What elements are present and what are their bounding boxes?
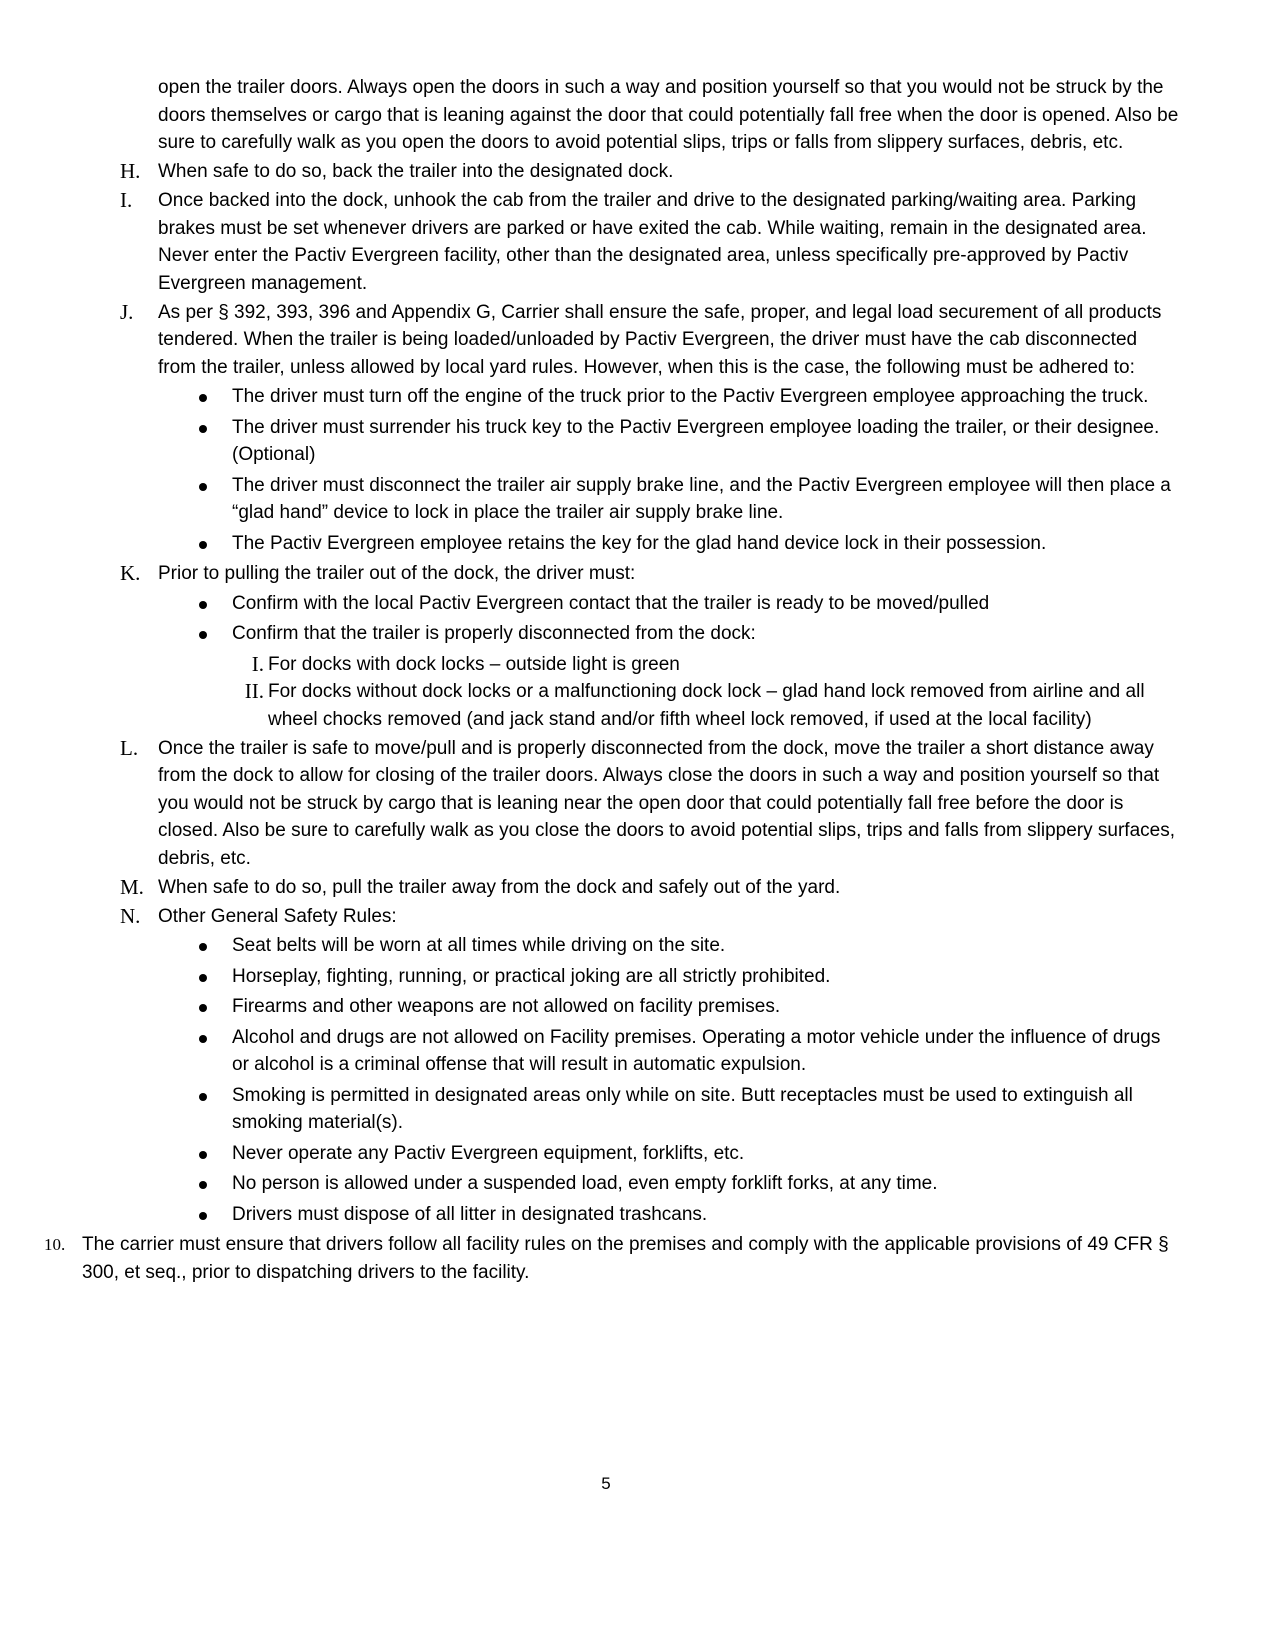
item-text: As per § 392, 393, 396 and Appendix G, Carrier shall ensure the safe, proper, and legal load securement of all products tendered. When the trailer is being loaded/unloaded by Pactiv Evergreen, the driver must have the cab disconnected from the trailer, unless allowed by local yard rules. However, when this is the case, the following must be adhered to: (158, 301, 1162, 378)
bullet-icon (199, 1004, 207, 1012)
bullet-icon (199, 1151, 207, 1159)
list-item-m (120, 874, 1180, 902)
bullet-icon (199, 601, 207, 609)
bullet-icon (199, 1093, 207, 1101)
item-text: The carrier must ensure that drivers follow all facility rules on the premises and comply with the applicable provisions of 49 CFR § 300, et seq., prior to dispatching drivers to the facility. (82, 1234, 1169, 1283)
list-item-10 (44, 1231, 1180, 1286)
bullet-item: Confirm with the local Pactiv Evergreen contact that the trailer is ready to be moved/pulled (232, 590, 1180, 618)
roman-item: I. For docks with dock locks – outside light is green (268, 651, 1180, 679)
item-marker: I. (120, 188, 133, 212)
bullet-item: Never operate any Pactiv Evergreen equipment, forklifts, etc. (232, 1140, 1180, 1168)
list-item-n (120, 903, 1180, 931)
list-item-k (120, 560, 1180, 588)
item-marker: H. (120, 159, 141, 183)
continuation-paragraph: open the trailer doors. Always open the doors in such a way and position yourself so that you would not be struck by the doors themselves or cargo that is leaning against the door that could potentially fall free when the door is opened. Also be sure to carefully walk as you open the doors to avoid potential slips, trips or falls from slippery surfaces, debris, etc. (158, 77, 1179, 153)
item-marker: M. (120, 874, 144, 899)
list-item-h (120, 158, 1180, 186)
item-marker: K. (120, 561, 141, 585)
page-number: 5 (601, 1474, 611, 1493)
page-body (44, 74, 1180, 1286)
item-marker: L. (120, 735, 139, 760)
bullet-item: Alcohol and drugs are not allowed on Facility premises. Operating a motor vehicle under the influence of drugs or alcohol is a criminal offense that will result in automatic expulsion. (232, 1024, 1180, 1079)
bullet-icon (199, 943, 207, 951)
list-item-l (120, 735, 1180, 873)
bullet-icon (199, 483, 207, 491)
roman-marker: I. (251, 651, 264, 676)
item-text: Prior to pulling the trailer out of the dock, the driver must: (158, 563, 636, 584)
bullet-icon (199, 1212, 207, 1220)
bullet-item: No person is allowed under a suspended load, even empty forklift forks, at any time. (232, 1170, 1180, 1198)
bullet-icon (199, 1181, 207, 1189)
item-text: Once the trailer is safe to move/pull and is properly disconnected from the dock, move the trailer a short distance away from the dock to allow for closing of the trailer doors. Always close the doors in such a way and position yourself so that you would not be struck by cargo that is leaning near the open door that could potentially fall free before the door is closed. Also be sure to carefully walk as you close the doors to avoid potential slips, trips and falls from slippery surfaces, debris, etc. (158, 737, 1175, 869)
bullet-item: The Pactiv Evergreen employee retains the key for the glad hand device lock in their possession. (232, 530, 1180, 558)
roman-item: II. For docks without dock locks or a malfunctioning dock lock – glad hand lock removed from airline and all wheel chocks removed (and jack stand and/or fifth wheel lock removed, if used at the local facility) (268, 678, 1180, 733)
bullet-item: Horseplay, fighting, running, or practical joking are all strictly prohibited. (232, 963, 1180, 991)
bullet-icon (199, 974, 207, 982)
bullet-icon (199, 394, 207, 402)
bullet-list-n (120, 932, 1180, 1228)
roman-marker: II. (244, 679, 264, 703)
roman-list-k (120, 651, 1180, 734)
bullet-icon (199, 541, 207, 549)
bullet-item: Seat belts will be worn at all times while driving on the site. (232, 932, 1180, 960)
bullet-icon (199, 425, 207, 433)
item-text: When safe to do so, back the trailer into the designated dock. (158, 161, 674, 182)
bullet-item: Smoking is permitted in designated areas only while on site. Butt receptacles must be used to extinguish all smoking material(s). (232, 1082, 1180, 1137)
bullet-list-j (120, 383, 1180, 557)
bullet-icon (199, 1035, 207, 1043)
bullet-item: Firearms and other weapons are not allowed on facility premises. (232, 993, 1180, 1021)
bullet-item: Drivers must dispose of all litter in designated trashcans. (232, 1201, 1180, 1229)
bullet-item: The driver must turn off the engine of the truck prior to the Pactiv Evergreen employee approaching the truck. (232, 383, 1180, 411)
item-text: When safe to do so, pull the trailer away from the dock and safely out of the yard. (158, 876, 841, 898)
bullet-list-k (120, 590, 1180, 648)
list-item-i (120, 187, 1180, 297)
bullet-item: Confirm that the trailer is properly disconnected from the dock: (232, 620, 1180, 648)
list-item-j (120, 299, 1180, 382)
item-marker: N. (120, 903, 141, 928)
item-number: 10. (44, 1235, 66, 1254)
bullet-icon (199, 631, 207, 639)
item-text: Other General Safety Rules: (158, 905, 397, 927)
bullet-item: The driver must surrender his truck key to the Pactiv Evergreen employee loading the trailer, or their designee. (Optional) (232, 414, 1180, 469)
bullet-item: The driver must disconnect the trailer air supply brake line, and the Pactiv Evergreen employee will then place a “glad hand” device to lock in place the trailer air supply brake line. (232, 472, 1180, 527)
item-marker: J. (120, 299, 134, 324)
item-text: Once backed into the dock, unhook the cab from the trailer and drive to the designated parking/waiting area. Parking brakes must be set whenever drivers are parked or have exited the cab. While waiting, remain in the designated area. Never enter the Pactiv Evergreen facility, other than the designated area, unless specifically pre-approved by Pactiv Evergreen management. (158, 190, 1147, 294)
